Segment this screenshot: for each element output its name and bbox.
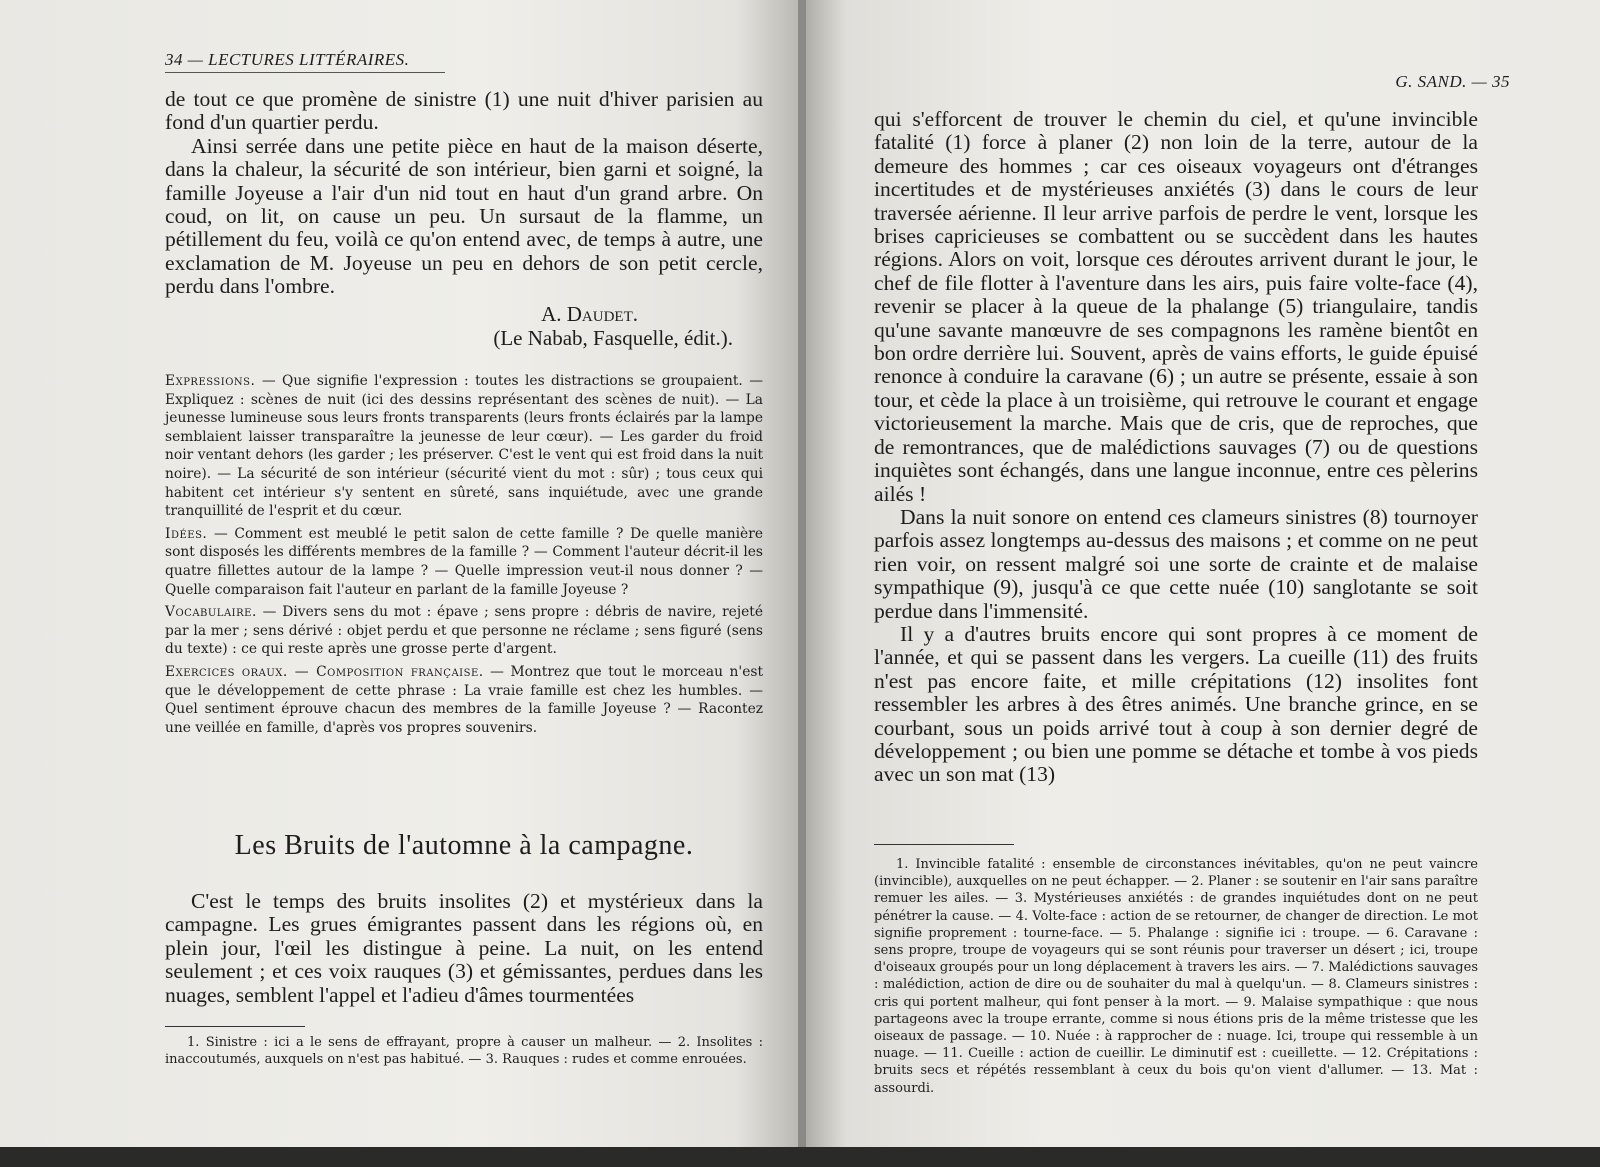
right-running-header: G. SAND. — 35: [1395, 72, 1510, 91]
right-body-paragraph-2: Dans la nuit sonore on entend ces clameurs sinistres (8) tournoyer parfois assez longtemps au-dessus des maisons ; et comme on ne peut rien voir, on ressent malgré soi une sorte de crainte et de malaise sympathique (9), jusqu'à ce que cette nuée (10) sanglotante se soit perdue dans l'immensité.: [874, 504, 1478, 623]
exercise-text: — Que signifie l'expression : toutes les distractions se groupaient. — Expliquez : scènes de nuit (ici des dessins représentant des scènes de nuit). — La jeunesse lumineuse sous leurs fronts transparents (leurs fronts éclairés par la lampe semblaient laisser transparaître la jeunesse de leur cœur). — Les garder du froid noir ventant dehors (les garder ; les préserver. C'est le vent qui est froid dans la nuit noire). — La sécurité de son intérieur (sécurité vient du mot : sûr) ; tous ceux qui habitent cet intérieur s'y sentent en sûreté, sans inquiétude, avec une grande tranquillité de l'esprit et du cœur.: [165, 373, 763, 520]
exercise-label: Exercices oraux. — Composition française.: [165, 663, 484, 680]
exercise-expressions: [165, 372, 763, 521]
right-footnotes: [874, 856, 1478, 1097]
exercise-text: — Comment est meublé le petit salon de cette famille ? De quelle manière sont disposés les différents membres de la famille ? — Comment l'auteur décrit-il les quatre fillettes autour de la lampe ? — Quelle impression veut-il nous donner ? — Quelle comparaison fait l'auteur en parlant de la famille Joyeuse ?: [165, 525, 763, 598]
exercises-section: [165, 372, 763, 741]
left-body-text: [165, 88, 763, 299]
right-footnote-text: 1. Invincible fatalité : ensemble de circonstances inévitables, qu'on ne peut vaincre (invincible), auxquelles on ne peut échapper. — 2. Planer : se soutenir en l'air sans paraître remuer les ailes. — 3. Mystérieuses anxiétés : de grandes inquiétudes dont on ne peut pénétrer la cause. — 4. Volte-face : action de se retourner, de changer de direction. Le mot signifie proprement : tourne-face. — 5. Phalange : signifie ici : troupe. — 6. Caravane : sens propre, troupe de voyageurs qui se sont réunis pour traverser un désert ; ici, troupe d'oiseaux groupés pour un long déplacement à travers les airs. — 7. Malédictions sauvages : malédiction, action de dire ou de souhaiter du mal à quelqu'un. — 8. Clameurs sinistres : cris qui portent malheur, qui font penser à la mort. — 9. Malaise sympathique : que nous partageons avec la troupe errante, comme si nous étions pris de la même tristesse que les oiseaux de passage. — 10. Nuée : à rapprocher de : nuage. Ici, troupe qui ressemble à un nuage. — 11. Cueille : action de cueillir. Le diminutif est : cueillette. — 12. Crépitations : bruits secs et répétés ressemblant à ceux du bois qu'on vient d'allumer. — 13. Mat : assourdi.: [874, 857, 1478, 1096]
left-body-paragraph-2: Ainsi serrée dans une petite pièce en haut de la maison déserte, dans la chaleur, la sécurité de son intérieur, bien garni et soigné, la famille Joyeuse a l'air d'un nid tout en haut d'un grand arbre. On coud, on lit, on cause un peu. Un sursaut de la flamme, un pétillement du feu, voilà ce qu'on entend avec, de temps à autre, une exclamation de M. Joyeuse un peu en dehors de son petit cercle, perdu dans l'ombre.: [165, 133, 763, 299]
left-signature: [165, 302, 763, 350]
right-body-paragraph-3: Il y a d'autres bruits encore qui sont propres à ce moment de l'année, et qui se passent dans les vergers. La cueille (11) des fruits n'est pas encore faite, et mille crépitations (12) insolites font ressembler les arbres à des êtres animés. Une branche grince, en se courbant, sous un poids arrivé tout à coup à son dernier degré de développement ; ou bien une pomme se détache et tombe à vos pieds avec un son mat (13): [874, 621, 1478, 787]
right-footnote-rule-wrap: [874, 844, 1478, 845]
exercise-label: Expressions.: [165, 373, 256, 389]
signature-work: (Le Nabab, Fasquelle, édit.).: [493, 326, 733, 350]
exercise-idees: [165, 525, 763, 599]
left-footnote-rule: [165, 1026, 305, 1027]
exercise-vocabulaire: [165, 603, 763, 659]
left-footnote-rule-wrap: [165, 1026, 763, 1027]
right-body-paragraph-1: qui s'efforcent de trouver le chemin du ciel, et qu'une invincible fatalité (1) force à planer (2) non loin de la terre, autour de la demeure des hommes ; car ces oiseaux voyageurs ont d'étranges incertitudes et de mystérieuses anxiétés (3) dans le cours de leur traversée aérienne. Il leur arrive parfois de perdre le vent, lorsque les brises capricieuses se combattent ou se succèdent dans les hautes régions. Alors on voit, lorsque ces déroutes arrivent durant le jour, le chef de file flotter à l'aventure dans les airs, puis faire volte-face (4), revenir se placer à la queue de la phalange (5) triangulaire, tandis qu'une savante manœuvre de ses compagnons les ramène bientôt en bon ordre derrière lui. Souvent, après de vains efforts, le guide épuisé renonce à conduire la caravane (6) ; un autre se présente, essaie à son tour, et cède la place à un troisième, qui retrouve le courant et engage victorieusement la marche. Mais que de cris, que de reproches, que de remontrances, que de malédictions sauvages (7) ou de questions inquiètes sont échangés, dans une langue inconnue, entre ces pèlerins ailés !: [874, 107, 1478, 506]
left-footnotes: [165, 1034, 763, 1068]
section-title: Les Bruits de l'automne à la campagne.: [234, 830, 694, 861]
right-footnote-rule: [874, 844, 1014, 845]
left-body-paragraph-1: de tout ce que promène de sinistre (1) une nuit d'hiver parisien au fond d'un quartier perdu.: [165, 87, 763, 135]
scan-bottom-edge: [0, 1147, 1600, 1167]
exercise-label: Idées.: [165, 525, 208, 542]
section-body: [165, 890, 763, 1007]
exercise-oraux: [165, 663, 763, 737]
right-body-text: [874, 108, 1478, 787]
right-page: [806, 0, 1600, 1167]
section-paragraph: C'est le temps des bruits insolites (2) et mystérieux dans la campagne. Les grues émigrantes passent dans les régions où, en plein jour, l'œil les distingue à peine. La nuit, on les entend seulement ; et ces voix rauques (3) et gémissantes, perdues dans les nuages, semblent l'appel et l'adieu d'âmes tourmentées: [165, 889, 763, 1007]
exercise-text: — Divers sens du mot : épave ; sens propre : débris de navire, rejeté par la mer ; sens dérivé : objet perdu et que personne ne réclame ; sens figuré (sens du texte) : ce qui reste après une grosse perte d'argent.: [165, 604, 763, 658]
left-footnote-text: 1. Sinistre : ici a le sens de effrayant, propre à causer un malheur. — 2. Insolites : inaccoutumés, auxquels on n'est pas habitué. — 3. Rauques : rudes et comme enrouées.: [165, 1035, 763, 1068]
exercise-text: — Montrez que tout le morceau n'est que le développement de cette phrase : La vraie famille est chez les humbles. — Quel sentiment éprouve chacun des membres de la famille Joyeuse ? — Racontez une veillée en famille, d'après vos propres souvenirs.: [165, 663, 764, 736]
exercise-label: Vocabulaire.: [165, 604, 257, 621]
signature-author: A. Daudet.: [541, 302, 638, 326]
left-running-header: 34 — LECTURES LITTÉRAIRES.: [165, 50, 445, 73]
